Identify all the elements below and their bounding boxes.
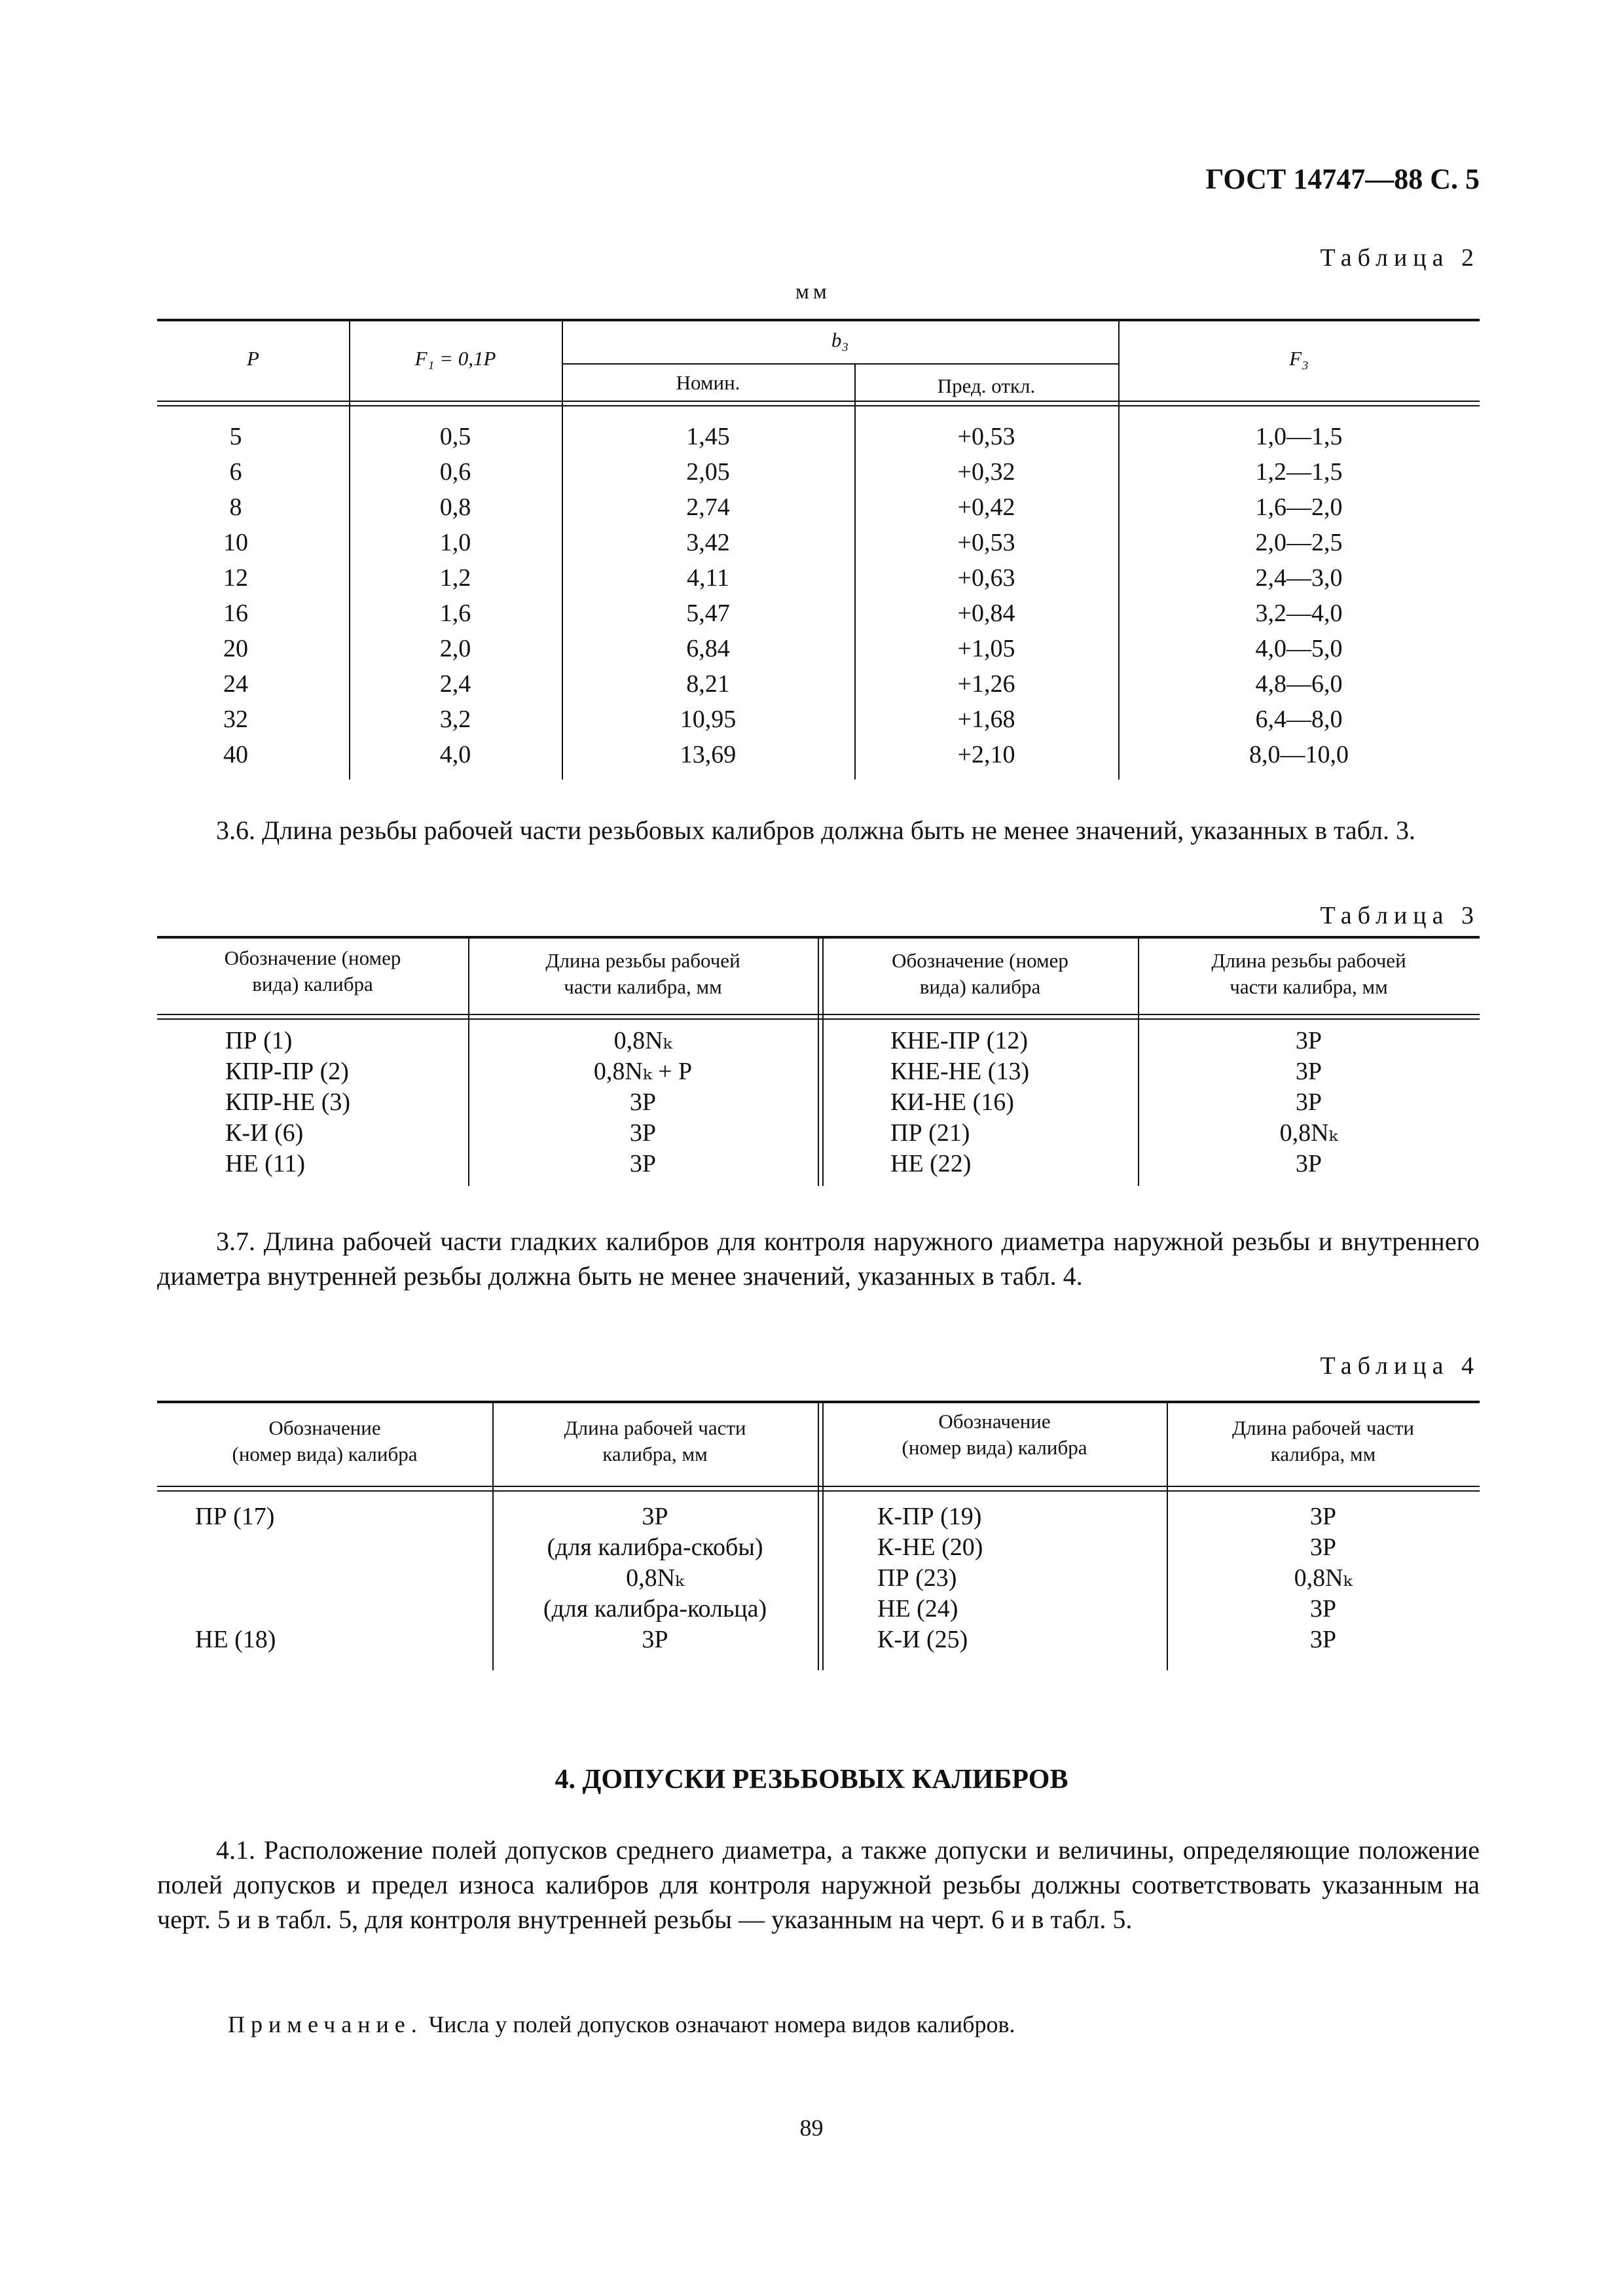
table3-cell: 3P: [629, 1150, 657, 1177]
table2-cell: 0,8: [439, 493, 471, 521]
table2-cell: 0,6: [439, 458, 471, 486]
table3-cell: 0,8Nₖ + P: [593, 1058, 693, 1085]
table2-cell: 12: [223, 564, 248, 592]
paragraph-3-7-text: 3.7. Длина рабочей части гладких калибров для контроля наружного диаметра наружной резьбы и внутреннего диаметра внутренней резьбы должна быть не менее значений, указанных в табл. 4.: [157, 1227, 1480, 1291]
header-line: вида) калибра: [252, 973, 373, 996]
table3-header-designation-right: [822, 948, 1138, 1000]
note-label: Примечание.: [228, 2011, 423, 2037]
table2-col-f1: [349, 419, 562, 772]
table2-cell: 5: [229, 423, 242, 450]
table3-vline: [818, 937, 819, 1186]
table2-cell: 5,47: [686, 600, 730, 627]
table2-cell: 1,0: [439, 529, 471, 556]
table2-header-rule: [157, 401, 1480, 402]
table3-cell: КПР-ПР (2): [225, 1058, 349, 1085]
table4-cell: 3P: [1309, 1595, 1337, 1623]
header-line: части калибра, мм: [1230, 975, 1388, 998]
table2-cell: 2,74: [686, 493, 730, 521]
table2-cell: 20: [223, 635, 248, 662]
table4-cell: 0,8Nₖ: [626, 1564, 684, 1592]
table4-vline: [818, 1402, 819, 1670]
table2-cell: +0,84: [957, 600, 1015, 627]
table3-cell: КИ-НЕ (16): [890, 1088, 1014, 1116]
table2-cell: +1,26: [957, 670, 1015, 698]
header-line: (номер вида) калибра: [902, 1436, 1087, 1459]
table2-cell: 2,4: [439, 670, 471, 698]
table3-cell: НЕ (11): [225, 1150, 306, 1177]
table3-header-length-right: [1138, 948, 1480, 1000]
table2-cell: 3,2: [439, 706, 471, 733]
table4-cell: [195, 1594, 276, 1624]
table4-cell: К-И (25): [877, 1626, 968, 1653]
table4-cell: (для калибра-скобы): [547, 1534, 763, 1561]
table2-cell: 3,2—4,0: [1255, 600, 1343, 627]
table3-cell: КНЕ-НЕ (13): [890, 1058, 1030, 1085]
table2-col-p: [157, 419, 314, 772]
table3-cell: КНЕ-ПР (12): [890, 1027, 1029, 1054]
header-line: Длина рабочей части: [1232, 1416, 1414, 1439]
table4-cell: НЕ (24): [877, 1595, 958, 1623]
table2-cell: 1,2—1,5: [1255, 458, 1343, 486]
table4-cell: 3P: [642, 1503, 668, 1530]
table4-cell: [195, 1563, 276, 1594]
table2-cell: +0,63: [957, 564, 1015, 592]
paragraph-3-7: [157, 1224, 1480, 1293]
table2-cell: 1,2: [439, 564, 471, 592]
table4-col-left-designation: [195, 1501, 276, 1655]
table2-cell: 24: [223, 670, 248, 698]
table4-cell: К-ПР (19): [877, 1503, 982, 1530]
table2-cell: 2,4—3,0: [1255, 564, 1343, 592]
table4-header-designation: [157, 1415, 492, 1467]
table4-col-right-length: [1167, 1501, 1480, 1655]
table2-cell: +0,53: [957, 529, 1015, 556]
table3-cell: ПР (1): [225, 1027, 293, 1054]
table3-cell: 0,8Nₖ: [1279, 1119, 1338, 1147]
table3-col-left-length: [468, 1026, 818, 1179]
table3-header-designation: [157, 945, 468, 997]
table2-cell: 13,69: [680, 741, 737, 768]
table4-cell: 3P: [1309, 1626, 1337, 1653]
table3-col-left-designation: [225, 1026, 350, 1179]
header-line: калибра, мм: [1270, 1443, 1376, 1465]
table3-cell: 3P: [1295, 1150, 1322, 1177]
table4-label: Таблица 4: [1320, 1352, 1480, 1380]
header-line: Обозначение: [268, 1416, 381, 1439]
table2-col-dev: [854, 419, 1118, 772]
table2-cell: 1,45: [686, 423, 730, 450]
table4-col-left-length: [492, 1501, 818, 1655]
document-header: ГОСТ 14747—88 С. 5: [1205, 163, 1480, 195]
table4-header-designation-right: [822, 1408, 1167, 1461]
header-line: Обозначение: [938, 1410, 1051, 1433]
table2-cell: +1,05: [957, 635, 1015, 662]
table2-cell: +0,32: [957, 458, 1015, 486]
table2-cell: 2,0—2,5: [1255, 529, 1343, 556]
table4-header-length-right: [1167, 1415, 1480, 1467]
table2-cell: 8,21: [686, 670, 730, 698]
table2-cell: 3,42: [686, 529, 730, 556]
table2-cell: 6,84: [686, 635, 730, 662]
table2-header-f1: F₁ = 0,1P: [414, 347, 496, 370]
table2-cell: 4,0: [439, 741, 471, 768]
table2-cell: +0,42: [957, 493, 1015, 521]
header-line: вида) калибра: [919, 975, 1041, 998]
header-line: части калибра, мм: [564, 975, 722, 998]
table2-label: Таблица 2: [1320, 244, 1480, 272]
table2-cell: +1,68: [957, 706, 1015, 733]
table2-cell: 40: [223, 741, 248, 768]
table3-header-length: [468, 948, 818, 1000]
table2-top-rule: [157, 319, 1480, 321]
paragraph-4-1: [157, 1833, 1480, 1937]
table2-cell: 1,6—2,0: [1255, 493, 1343, 521]
table3-cell: КПР-НЕ (3): [225, 1088, 351, 1116]
table3-cell: НЕ (22): [890, 1150, 972, 1177]
table2-cell: +2,10: [957, 741, 1015, 768]
table3-cell: 3P: [629, 1088, 657, 1116]
table4-col-right-designation: [877, 1501, 983, 1655]
table2-cell: 8,0—10,0: [1249, 741, 1349, 768]
table4-cell: К-НЕ (20): [877, 1534, 983, 1561]
note-text: Числа у полей допусков означают номера видов калибров.: [422, 2011, 1015, 2037]
paragraph-3-6: [157, 813, 1480, 848]
table2-cell: 8: [229, 493, 242, 521]
table3-cell: 3P: [1295, 1027, 1322, 1054]
paragraph-4-1-text: 4.1. Расположение полей допусков среднего диаметра, а также допуски и величины, определяющие положение полей допусков и предел износа калибров для контроля наружной резьбы должны соответствовать указанным на черт. 5 и в табл. 5, для контроля внутренней резьбы — указанным на черт. 6 и в табл. 5.: [157, 1835, 1480, 1934]
table4-cell: [195, 1532, 276, 1563]
table4-cell: ПР (23): [877, 1564, 957, 1592]
table2-cell: 2,05: [686, 458, 730, 486]
header-line: Длина резьбы рабочей: [545, 949, 740, 972]
header-line: Длина рабочей части: [564, 1416, 746, 1439]
table3-col-right-length: [1138, 1026, 1480, 1179]
table4-cell: 3P: [1309, 1503, 1337, 1530]
table2-cell: 4,8—6,0: [1255, 670, 1343, 698]
table3-label: Таблица 3: [1320, 902, 1480, 929]
table4-cell: (для калибра-кольца): [543, 1595, 767, 1623]
table3-col-right-designation: [890, 1026, 1029, 1179]
header-line: калибра, мм: [602, 1443, 708, 1465]
table4-cell: 3P: [1309, 1534, 1337, 1561]
table3-cell: К-И (6): [225, 1119, 304, 1147]
table2-cell: 6,4—8,0: [1255, 706, 1343, 733]
table2-header-f3: F₃: [1289, 347, 1309, 370]
header-line: Длина резьбы рабочей: [1211, 949, 1406, 972]
table2-cell: 16: [223, 600, 248, 627]
table2-cell: 32: [223, 706, 248, 733]
paragraph-3-6-text: 3.6. Длина резьбы рабочей части резьбовых калибров должна быть не менее значений, указанных в табл. 3.: [216, 816, 1415, 845]
table3-cell: 3P: [1295, 1058, 1322, 1085]
table2-cell: 10,95: [680, 706, 737, 733]
table3-cell: 0,8Nₖ: [613, 1027, 672, 1054]
table2-cell: 4,0—5,0: [1255, 635, 1343, 662]
table2-header-dev: Пред. откл.: [937, 374, 1036, 397]
table2-cell: 0,5: [439, 423, 471, 450]
header-line: Обозначение (номер: [892, 949, 1068, 972]
table2-header-b3: b₃: [831, 329, 849, 351]
table2-cell: 1,6: [439, 600, 471, 627]
table3-cell: 3P: [629, 1119, 657, 1147]
header-line: Обозначение (номер: [224, 946, 401, 969]
table2-b3-rule: [562, 363, 1118, 365]
table2-header-nomin: Номин.: [676, 371, 740, 394]
table2-cell: 2,0: [439, 635, 471, 662]
table2-cell: 4,11: [686, 564, 730, 592]
table3-cell: ПР (21): [890, 1119, 970, 1147]
header-line: (номер вида) калибра: [232, 1443, 418, 1465]
table2-units: мм: [795, 280, 831, 304]
table4-cell: 0,8Nₖ: [1294, 1564, 1353, 1592]
table2-cell: 1,0—1,5: [1255, 423, 1343, 450]
table4-header-length: [492, 1415, 818, 1467]
table2-col-f3: [1118, 419, 1480, 772]
table3-cell: 3P: [1295, 1088, 1322, 1116]
table2-col-nomin: [562, 419, 854, 772]
table2-cell: 6: [229, 458, 242, 486]
note: [228, 2011, 1015, 2038]
table4-cell: 3P: [642, 1626, 668, 1653]
section-4-title: 4. ДОПУСКИ РЕЗЬБОВЫХ КАЛИБРОВ: [555, 1765, 1068, 1795]
page-number: 89: [799, 2115, 824, 2141]
table2-header-rule-2: [157, 405, 1480, 406]
table2-header-p: P: [247, 347, 259, 370]
table4-cell: НЕ (18): [195, 1626, 276, 1653]
table2-cell: 10: [223, 529, 248, 556]
table2-cell: +0,53: [957, 423, 1015, 450]
table4-cell: ПР (17): [195, 1503, 275, 1530]
